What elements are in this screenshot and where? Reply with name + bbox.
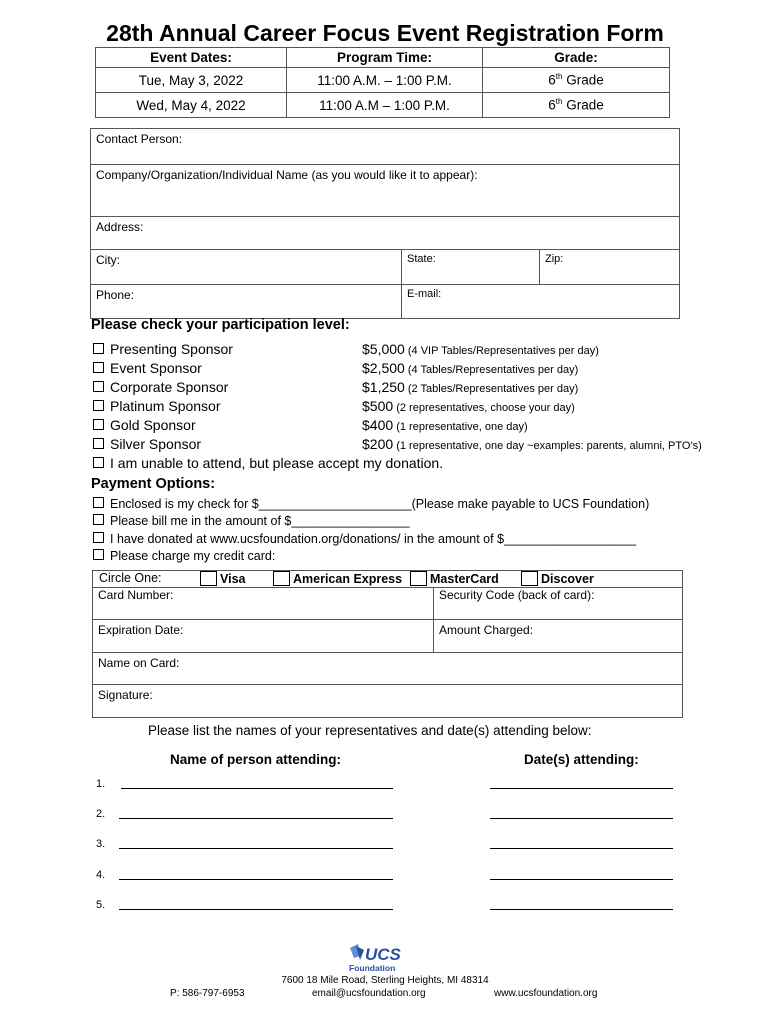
contact-info-form [90,128,680,319]
name-on-card-label: Name on Card: [98,656,180,670]
company-name-label: Company/Organization/Individual Name (as you would like it to appear): [96,168,478,182]
signature-field[interactable] [93,685,682,717]
header-program-time: Program Time: [287,48,483,68]
donation-option[interactable] [93,455,443,471]
date-input-line[interactable] [490,818,673,819]
phone-field[interactable] [91,285,401,318]
checkbox[interactable] [93,549,104,560]
payment-option-bill[interactable]: Please bill me in the amount of $_________________ [93,514,410,528]
amount-charged-field[interactable] [433,620,682,652]
level-option-gold[interactable] [93,417,196,433]
level-option-silver[interactable] [93,436,201,452]
checkbox[interactable] [93,400,104,411]
date-input-line[interactable] [490,848,673,849]
table-row [96,68,670,93]
dates-attending-header: Date(s) attending: [524,752,639,767]
amount-charged-label: Amount Charged: [439,623,534,637]
checkbox[interactable] [93,362,104,373]
level-price: $500 (2 representatives, choose your day) [362,398,575,414]
name-input-line[interactable] [119,909,393,910]
name-input-line[interactable] [119,848,393,849]
level-price: $400 (1 representative, one day) [362,417,528,433]
level-name: Gold Sponsor [110,417,196,433]
state-field[interactable] [401,250,539,284]
level-option-event[interactable] [93,360,202,376]
representatives-instruction: Please list the names of your representatives and date(s) attending below: [148,723,592,738]
header-grade: Grade: [483,48,670,68]
checkbox[interactable] [93,419,104,430]
contact-person-label: Contact Person: [96,132,183,146]
card-type-mastercard[interactable]: MasterCard [410,571,499,587]
level-price: $5,000 (4 VIP Tables/Representatives per day) [362,341,599,357]
donation-label: I am unable to attend, but please accept my donation. [110,455,444,471]
program-time: 11:00 A.M – 1:00 P.M. [287,93,483,118]
svg-text:Foundation: Foundation [349,963,396,973]
credit-card-form [92,570,683,718]
payment-heading: Payment Options: [91,476,216,492]
level-name: Event Sponsor [110,360,202,376]
contact-person-field[interactable] [91,129,679,165]
participation-heading: Please check your participation level: [91,317,350,333]
logo-icon [348,942,408,974]
city-field[interactable] [91,250,401,284]
svg-text:UCS: UCS [365,945,401,964]
security-code-label: Security Code (back of card): [439,588,595,602]
level-name: Presenting Sponsor [110,341,233,357]
company-name-field[interactable] [91,165,679,217]
zip-field[interactable] [539,250,679,284]
level-option-presenting[interactable] [93,341,233,357]
date-input-line[interactable] [490,909,673,910]
row-number: 2. [96,808,106,820]
checkbox[interactable] [93,497,104,508]
event-schedule-table [95,47,670,118]
phone-label: Phone: [96,288,135,302]
email-field[interactable] [401,285,679,318]
card-type-discover[interactable]: Discover [521,571,594,587]
program-time: 11:00 A.M. – 1:00 P.M. [287,68,483,93]
event-date: Tue, May 3, 2022 [96,68,287,93]
card-number-row [93,588,682,620]
checkbox[interactable] [93,343,104,354]
name-attending-header: Name of person attending: [170,752,342,767]
level-option-corporate[interactable] [93,379,228,395]
footer-phone: P: 586-797-6953 [170,988,245,999]
checkbox[interactable] [410,571,427,586]
security-code-field[interactable] [433,588,682,619]
name-input-line[interactable] [121,788,393,789]
circle-one-label: Circle One: [99,571,162,585]
checkbox[interactable] [93,457,104,468]
address-label: Address: [96,220,144,234]
checkbox[interactable] [200,571,217,586]
card-number-label: Card Number: [98,588,174,602]
card-number-field[interactable] [93,588,433,619]
card-type-row [93,571,682,588]
card-type-amex[interactable]: American Express [273,571,402,587]
row-number: 3. [96,838,106,850]
row-number: 5. [96,899,106,911]
card-type-visa[interactable]: Visa [200,571,246,587]
row-number: 4. [96,869,106,881]
email-label: E-mail: [407,288,442,300]
checkbox[interactable] [521,571,538,586]
level-name: Silver Sponsor [110,436,202,452]
table-header-row [96,48,670,68]
level-price: $200 (1 representative, one day ~examples: parents, alumni, PTO’s) [362,436,702,452]
checkbox[interactable] [93,514,104,525]
state-label: State: [407,253,436,265]
name-on-card-field[interactable] [93,653,682,685]
level-name: Corporate Sponsor [110,379,229,395]
checkbox[interactable] [93,532,104,543]
ucs-foundation-logo [348,942,408,974]
name-input-line[interactable] [119,879,393,880]
footer-email[interactable]: email@ucsfoundation.org [312,988,426,999]
level-option-platinum[interactable] [93,398,221,414]
expiration-row [93,620,682,653]
row-number: 1. [96,778,106,790]
date-input-line[interactable] [490,788,673,789]
footer-website[interactable]: www.ucsfoundation.org [494,988,598,999]
payment-option-credit-card[interactable]: Please charge my credit card: [93,549,275,563]
footer-address: 7600 18 Mile Road, Sterling Heights, MI 48314 [281,975,489,986]
event-date: Wed, May 4, 2022 [96,93,287,118]
level-name: Platinum Sponsor [110,398,221,414]
table-row [96,93,670,118]
zip-label: Zip: [545,253,564,265]
phone-email-row [91,285,679,318]
payment-option-check[interactable]: Enclosed is my check for $______________________(Please make payable to UCS Foundation) [93,497,649,511]
city-label: City: [96,253,120,267]
expiration-field[interactable] [93,620,433,652]
name-input-line[interactable] [119,818,393,819]
header-event-dates: Event Dates: [96,48,287,68]
grade: 6th Grade [483,68,670,93]
level-price: $2,500 (4 Tables/Representatives per day) [362,360,579,376]
date-input-line[interactable] [490,879,673,880]
signature-label: Signature: [98,688,153,702]
level-price: $1,250 (2 Tables/Representatives per day) [362,379,579,395]
checkbox[interactable] [273,571,290,586]
grade: 6th Grade [483,93,670,118]
city-state-zip-row [91,250,679,285]
checkbox[interactable] [93,438,104,449]
expiration-label: Expiration Date: [98,623,184,637]
address-field[interactable] [91,217,679,250]
payment-option-donated[interactable]: I have donated at www.ucsfoundation.org/donations/ in the amount of $___________________ [93,532,636,546]
page-title: 28th Annual Career Focus Event Registration Form [106,20,664,46]
checkbox[interactable] [93,381,104,392]
